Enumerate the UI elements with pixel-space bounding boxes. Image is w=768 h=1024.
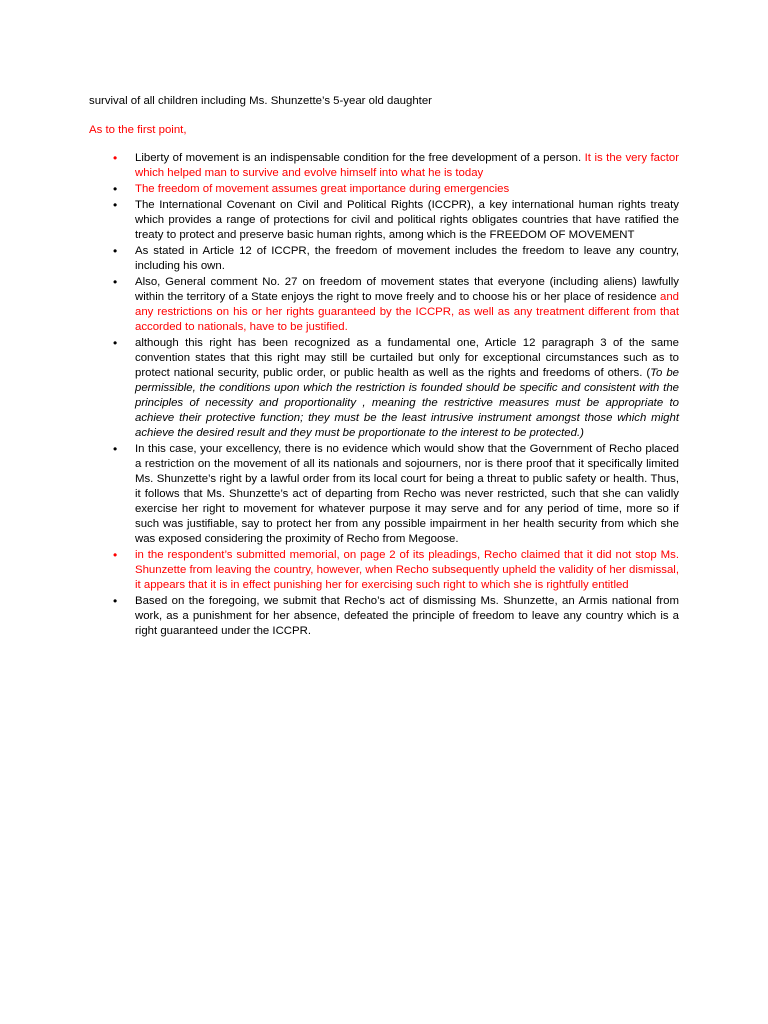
item-text: Based on the foregoing, we submit that Recho’s act of dismissing Ms. Shunzette, an Armis national from work, as a punishment for her absence, defeated the principle of freedom to leave any country which is a right guaranteed under the ICCPR. <box>135 595 679 637</box>
list-item <box>113 151 679 181</box>
intro-line: survival of all children including Ms. Shunzette’s 5-year old daughter <box>89 95 432 107</box>
list-item <box>113 548 679 593</box>
list-item <box>113 244 679 274</box>
bullet-icon: • <box>113 275 118 289</box>
list-item <box>113 442 679 547</box>
item-text-emphasis: The freedom of movement assumes great importance during emergencies <box>135 183 510 195</box>
item-text: The International Covenant on Civil and Political Rights (ICCPR), a key international human rights treaty which provides a range of protections for civil and political rights obligates countries that have ratified the treaty to protect and preserve basic human rights, among which is the FREEDOM OF MOVEMENT <box>135 199 679 241</box>
bullet-icon: • <box>113 244 118 258</box>
item-text: As stated in Article 12 of ICCPR, the freedom of movement includes the freedom to leave any country, including his own. <box>135 245 679 272</box>
list-item <box>113 594 679 639</box>
bullet-icon: • <box>113 198 118 212</box>
bullet-icon: • <box>113 151 118 165</box>
bullet-list <box>113 151 679 640</box>
bullet-icon: • <box>113 182 118 196</box>
section-heading: As to the first point, <box>89 124 187 136</box>
bullet-icon: • <box>113 548 118 562</box>
item-text: although this right has been recognized as a fundamental one, Article 12 paragraph 3 of the same convention states that this right may still be curtailed but only for exceptional circumstances such as to protect national security, public order, or public health as well as the rights and freedoms of others. ( <box>135 337 679 379</box>
bullet-icon: • <box>113 336 118 350</box>
item-text: In this case, your excellency, there is no evidence which would show that the Government of Recho placed a restriction on the movement of all its nationals and sojourners, nor is there proof that it specifically limited Ms. Shunzette’s right by a lawful order from its local court for being a threat to public safety or health. Thus, it follows that Ms. Shunzette’s act of departing from Recho was never restricted, such that she can validly exercise her right to movement for whatever purpose it may serve and for any period of time, more so if such was justifiable, say to protect her from any possible impairment in her health security from which she was exposed considering the proximity of Recho from Megoose. <box>135 443 679 545</box>
item-text-italic: To be permissible, the conditions upon which the restriction is founded should be specific and consistent with the principles of necessity and proportionality , meaning the restrictive measures must be appropriate to achieve their protective function; they must be the least intrusive instrument amongst those which might achieve the desired result and they must be proportionate to the interest to be protected.) <box>135 367 679 439</box>
item-text: Also, General comment No. 27 on freedom of movement states that everyone (including aliens) lawfully within the territory of a State enjoys the right to move freely and to choose his or her place of residence <box>135 276 679 303</box>
bullet-icon: • <box>113 442 118 456</box>
list-item <box>113 198 679 243</box>
list-item <box>113 182 679 197</box>
list-item <box>113 275 679 335</box>
item-text-emphasis: and any restrictions on his or her rights guaranteed by the ICCPR, as well as any treatment different from that accorded to nationals, have to be justified. <box>135 291 679 333</box>
bullet-icon: • <box>113 594 118 608</box>
list-item <box>113 336 679 441</box>
item-text-emphasis: It is the very factor which helped man to survive and evolve himself into what he is today <box>135 152 679 179</box>
item-text: Liberty of movement is an indispensable condition for the free development of a person. <box>135 152 585 164</box>
item-text-emphasis: in the respondent’s submitted memorial, on page 2 of its pleadings, Recho claimed that it did not stop Ms. Shunzette from leaving the country, however, when Recho subsequently upheld the validity of her dismissal, it appears that it is in effect punishing her for exercising such right to which she is rightfully entitled <box>135 549 679 591</box>
